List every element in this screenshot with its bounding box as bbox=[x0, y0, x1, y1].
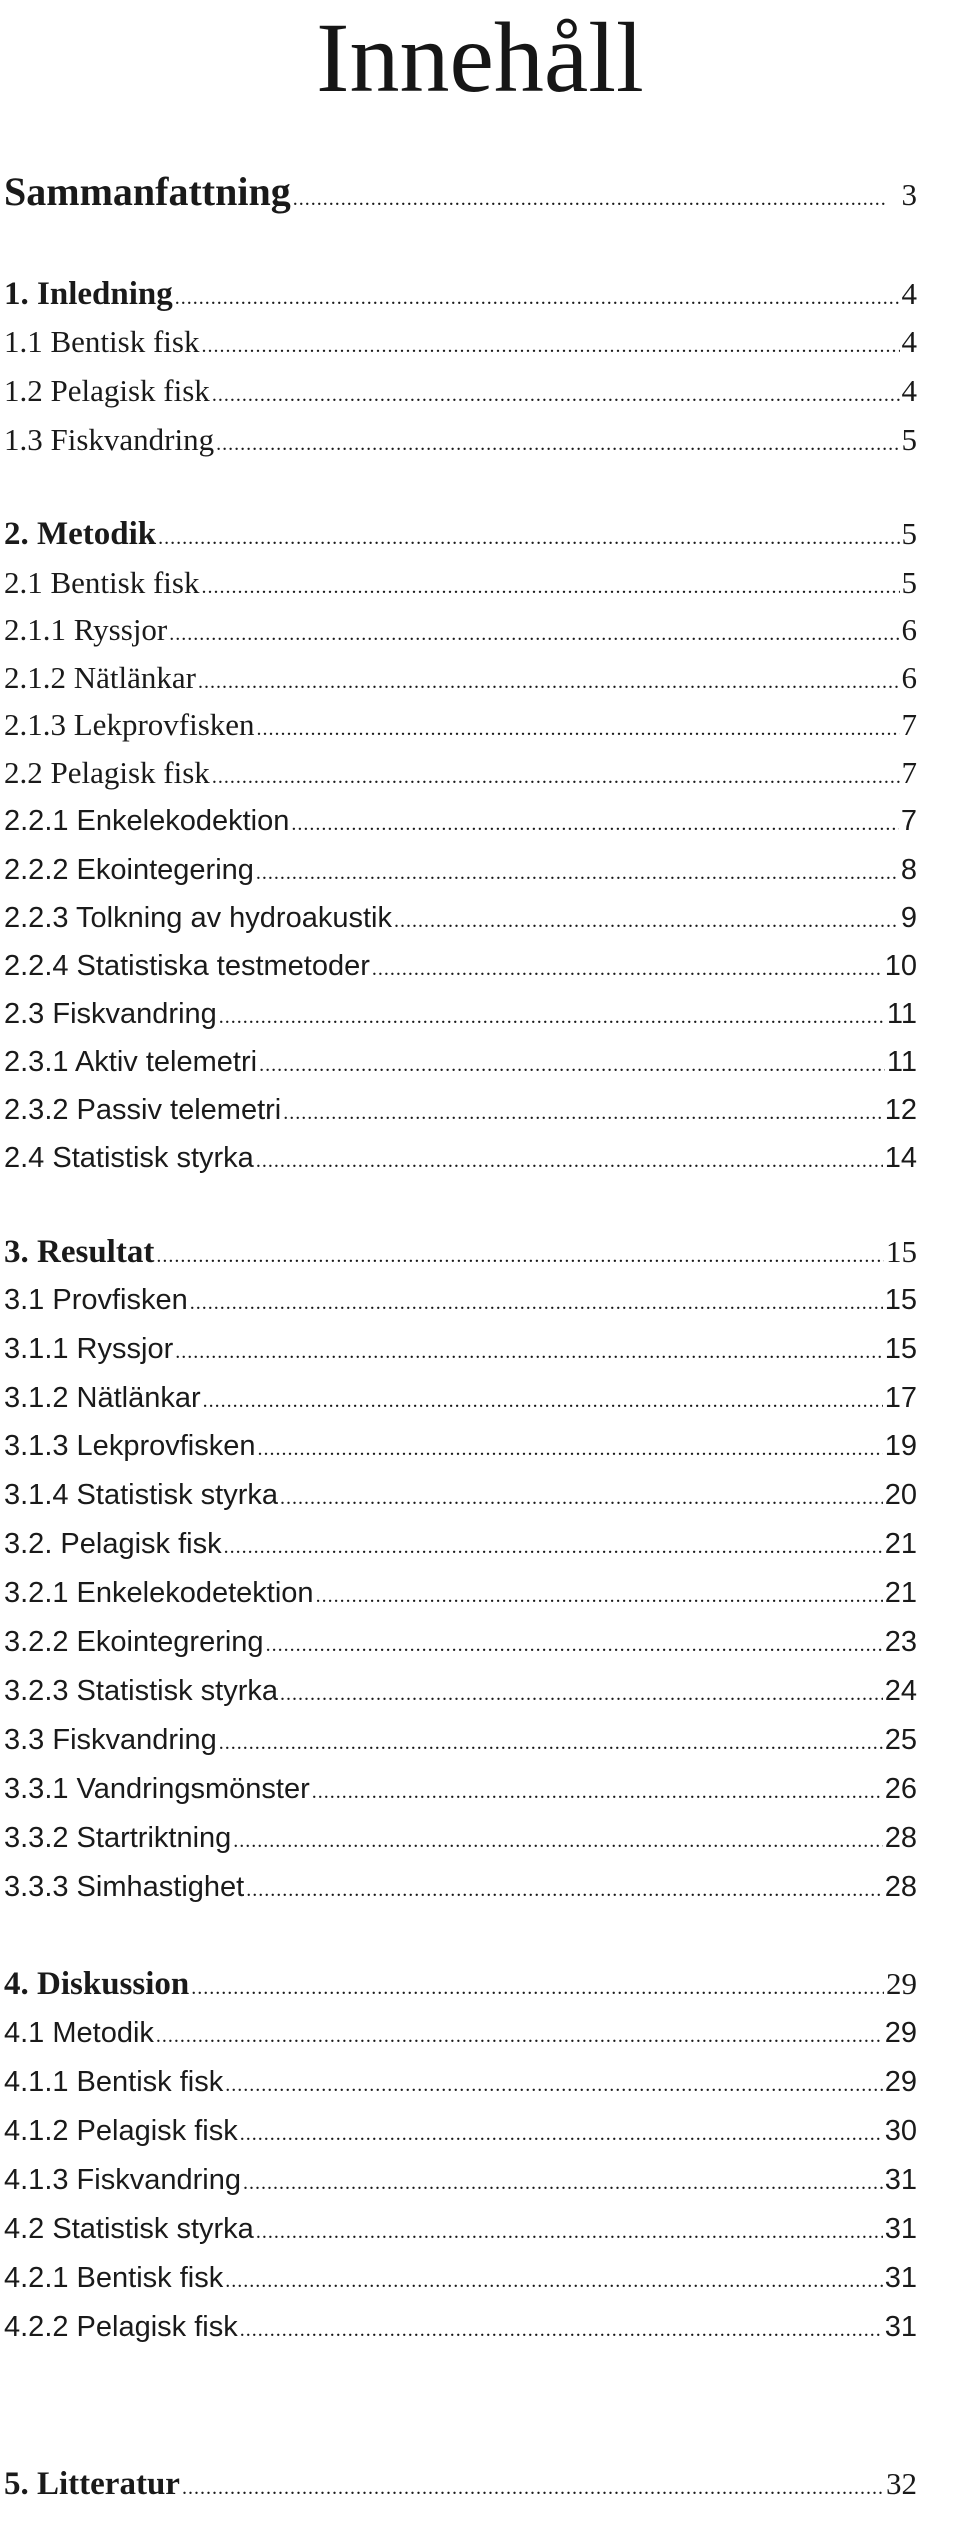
dot-leader bbox=[280, 1476, 883, 1520]
toc-entry-page: 24 bbox=[884, 1675, 917, 1707]
dot-leader bbox=[256, 851, 899, 895]
page-title: Innehåll bbox=[316, 2, 644, 113]
toc-entry-page: 14 bbox=[884, 1142, 917, 1174]
toc-entry[interactable] bbox=[4, 2109, 917, 2153]
dot-leader bbox=[316, 1574, 883, 1618]
toc-entry[interactable] bbox=[4, 1816, 917, 1860]
toc-entry-page: 15 bbox=[884, 1284, 917, 1316]
dot-leader bbox=[198, 660, 900, 704]
dot-leader bbox=[394, 899, 899, 943]
dot-leader bbox=[372, 947, 883, 991]
toc-entry-page: 32 bbox=[886, 2466, 917, 2501]
toc-entry[interactable] bbox=[4, 944, 917, 988]
toc-entry-page: 28 bbox=[884, 1822, 917, 1854]
toc-entry-metodik[interactable] bbox=[4, 512, 917, 556]
toc-entry-page: 21 bbox=[884, 1577, 917, 1609]
toc-entry-page: 17 bbox=[884, 1382, 917, 1414]
toc-entry[interactable] bbox=[4, 656, 917, 700]
dot-leader bbox=[293, 177, 888, 221]
dot-leader bbox=[283, 1091, 883, 1135]
toc-entry-sammanfattning[interactable] bbox=[4, 170, 917, 214]
dot-leader bbox=[224, 1525, 883, 1569]
toc-entry-page: 31 bbox=[884, 2311, 917, 2343]
dot-leader bbox=[175, 276, 900, 320]
toc-entry[interactable] bbox=[4, 1718, 917, 1762]
toc-entry-page: 30 bbox=[884, 2115, 917, 2147]
dot-leader bbox=[256, 2210, 883, 2254]
toc-entry-label: 3.3.3 Simhastighet bbox=[4, 1871, 245, 1903]
toc-entry[interactable] bbox=[4, 1865, 917, 1909]
toc-entry-label: 3.3.1 Vandringsmönster bbox=[4, 1773, 310, 1805]
toc-entry-page: 7 bbox=[900, 805, 917, 837]
toc-entry-label: 2.3 Fiskvandring bbox=[4, 998, 217, 1030]
toc-entry-label: 4.1.1 Bentisk fisk bbox=[4, 2066, 224, 2098]
toc-entry-label: 2.1.1 Ryssjor bbox=[4, 612, 168, 647]
toc-entry-page: 8 bbox=[900, 854, 917, 886]
dot-leader bbox=[225, 2259, 883, 2303]
toc-entry-label: 3.1.1 Ryssjor bbox=[4, 1333, 174, 1365]
toc-entry-label: 2.3.1 Aktiv telemetri bbox=[4, 1046, 258, 1078]
dot-leader bbox=[156, 1234, 884, 1278]
toc-entry-page: 29 bbox=[886, 1966, 917, 2001]
toc-entry[interactable] bbox=[4, 1571, 917, 1615]
toc-entry-page: 6 bbox=[901, 660, 917, 695]
toc-entry-label: 1.2 Pelagisk fisk bbox=[4, 373, 210, 408]
toc-entry-label: 2.1 Bentisk fisk bbox=[4, 565, 200, 600]
toc-entry[interactable] bbox=[4, 2256, 917, 2300]
toc-entry-page: 5 bbox=[901, 516, 917, 551]
toc-entry-label: 4.1.2 Pelagisk fisk bbox=[4, 2115, 238, 2147]
toc-entry-page: 31 bbox=[884, 2262, 917, 2294]
toc-entry-page: 5 bbox=[901, 565, 917, 600]
dot-leader bbox=[219, 995, 885, 1039]
toc-entry[interactable] bbox=[4, 1278, 917, 1322]
toc-entry[interactable] bbox=[4, 561, 917, 605]
dot-leader bbox=[212, 755, 900, 799]
toc-entry-label: 2.3.2 Passiv telemetri bbox=[4, 1094, 282, 1126]
toc-entry-label: 2. Metodik bbox=[4, 516, 157, 552]
toc-entry-page: 15 bbox=[884, 1333, 917, 1365]
toc-entry-page: 3 bbox=[901, 177, 917, 212]
toc-entry-label: 2.2 Pelagisk fisk bbox=[4, 755, 210, 790]
toc-entry-label: 1. Inledning bbox=[4, 276, 173, 312]
toc-entry-page: 7 bbox=[901, 755, 917, 790]
toc-entry[interactable] bbox=[4, 751, 917, 795]
toc-entry-diskussion[interactable] bbox=[4, 1962, 917, 2006]
dot-leader bbox=[156, 2014, 883, 2058]
toc-entry-litteratur[interactable] bbox=[4, 2462, 917, 2506]
toc-entry[interactable] bbox=[4, 1040, 917, 1084]
toc-entry-page: 31 bbox=[884, 2164, 917, 2196]
toc-entry-page: 26 bbox=[884, 1773, 917, 1805]
dot-leader bbox=[203, 1379, 883, 1423]
toc-entry-label: 4.2.1 Bentisk fisk bbox=[4, 2262, 224, 2294]
toc-entry[interactable] bbox=[4, 1424, 917, 1468]
toc-entry-page: 6 bbox=[901, 612, 917, 647]
toc-entry-label: Sammanfattning bbox=[4, 169, 291, 214]
toc-entry-page: 10 bbox=[884, 950, 917, 982]
toc-entry[interactable] bbox=[4, 2158, 917, 2202]
toc-entry[interactable] bbox=[4, 1473, 917, 1517]
toc-entry-page: 11 bbox=[886, 998, 917, 1030]
toc-entry[interactable] bbox=[4, 369, 917, 413]
toc-entry-page: 20 bbox=[884, 1479, 917, 1511]
dot-leader bbox=[169, 612, 899, 656]
dot-leader bbox=[233, 1819, 882, 1863]
toc-entry-label: 2.2.3 Tolkning av hydroakustik bbox=[4, 902, 392, 934]
toc-entry-page: 4 bbox=[901, 276, 917, 311]
toc-entry-label: 4.2 Statistisk styrka bbox=[4, 2213, 254, 2245]
dot-leader bbox=[201, 565, 899, 609]
toc-entry[interactable] bbox=[4, 608, 917, 652]
toc-entry-label: 1.1 Bentisk fisk bbox=[4, 324, 200, 359]
toc-entry-label: 4.1 Metodik bbox=[4, 2017, 154, 2049]
toc-entry-label: 2.4 Statistisk styrka bbox=[4, 1142, 254, 1174]
toc-entry-page: 31 bbox=[884, 2213, 917, 2245]
dot-leader bbox=[216, 422, 899, 466]
toc-entry-label: 5. Litteratur bbox=[4, 2466, 180, 2502]
toc-entry[interactable] bbox=[4, 2011, 917, 2055]
toc-entry-inledning[interactable] bbox=[4, 272, 917, 316]
toc-entry-label: 2.2.4 Statistiska testmetoder bbox=[4, 950, 370, 982]
toc-entry-page: 21 bbox=[884, 1528, 917, 1560]
toc-entry[interactable] bbox=[4, 848, 917, 892]
toc-entry-label: 3.3.2 Startriktning bbox=[4, 1822, 232, 1854]
toc-entry[interactable] bbox=[4, 2305, 917, 2349]
toc-entry[interactable] bbox=[4, 418, 917, 462]
toc-entry[interactable] bbox=[4, 1327, 917, 1371]
toc-entry-label: 2.1.3 Lekprovfisken bbox=[4, 707, 255, 742]
toc-entry[interactable] bbox=[4, 320, 917, 364]
dot-leader bbox=[225, 2063, 883, 2107]
toc-entry-label: 2.2.2 Ekointegering bbox=[4, 854, 254, 886]
dot-leader bbox=[212, 373, 900, 417]
toc-entry-label: 1.3 Fiskvandring bbox=[4, 422, 215, 457]
dot-leader bbox=[240, 2308, 883, 2352]
toc-entry[interactable] bbox=[4, 1620, 917, 1664]
toc-entry-label: 3.1 Provfisken bbox=[4, 1284, 188, 1316]
dot-leader bbox=[257, 707, 900, 751]
toc-entry-page: 25 bbox=[884, 1724, 917, 1756]
toc-entry-page: 5 bbox=[901, 422, 917, 457]
toc-entry-page: 29 bbox=[884, 2017, 917, 2049]
toc-entry-label: 3.3 Fiskvandring bbox=[4, 1724, 217, 1756]
dot-leader bbox=[312, 1770, 883, 1814]
toc-entry-label: 3.1.2 Nätlänkar bbox=[4, 1382, 201, 1414]
toc-entry[interactable] bbox=[4, 1136, 917, 1180]
dot-leader bbox=[259, 1043, 885, 1087]
dot-leader bbox=[182, 2466, 884, 2510]
toc-entry[interactable] bbox=[4, 1767, 917, 1811]
toc-entry[interactable] bbox=[4, 799, 917, 843]
toc-entry-page: 4 bbox=[901, 324, 917, 359]
toc-entry-label: 3.1.4 Statistisk styrka bbox=[4, 1479, 278, 1511]
toc-entry-page: 15 bbox=[886, 1234, 917, 1269]
toc-entry-page: 12 bbox=[884, 1094, 917, 1126]
dot-leader bbox=[240, 2112, 883, 2156]
toc-entry[interactable] bbox=[4, 2060, 917, 2104]
toc-entry-page: 19 bbox=[884, 1430, 917, 1462]
dot-leader bbox=[291, 802, 898, 846]
toc-entry-page: 28 bbox=[884, 1871, 917, 1903]
toc-entry-label: 3.2.3 Statistisk styrka bbox=[4, 1675, 278, 1707]
toc-entry[interactable] bbox=[4, 1088, 917, 1132]
dot-leader bbox=[219, 1721, 883, 1765]
toc-entry[interactable] bbox=[4, 2207, 917, 2251]
toc-entry[interactable] bbox=[4, 703, 917, 747]
dot-leader bbox=[201, 324, 899, 368]
toc-entry-page: 4 bbox=[901, 373, 917, 408]
toc-entry[interactable] bbox=[4, 992, 917, 1036]
toc-entry[interactable] bbox=[4, 1376, 917, 1420]
toc-entry-label: 2.1.2 Nätlänkar bbox=[4, 660, 196, 695]
toc-entry-label: 3. Resultat bbox=[4, 1234, 155, 1270]
toc-entry-label: 3.2.1 Enkelekodetektion bbox=[4, 1577, 314, 1609]
toc-entry-label: 3.2. Pelagisk fisk bbox=[4, 1528, 222, 1560]
dot-leader bbox=[190, 1281, 883, 1325]
dot-leader bbox=[158, 516, 899, 560]
toc-entry-label: 4.1.3 Fiskvandring bbox=[4, 2164, 241, 2196]
toc-entry-label: 3.1.3 Lekprovfisken bbox=[4, 1430, 256, 1462]
toc-entry-label: 2.2.1 Enkelekodektion bbox=[4, 805, 290, 837]
dot-leader bbox=[266, 1623, 883, 1667]
dot-leader bbox=[256, 1139, 883, 1183]
toc-entry-page: 23 bbox=[884, 1626, 917, 1658]
dot-leader bbox=[175, 1330, 883, 1374]
toc-entry-label: 3.2.2 Ekointegrering bbox=[4, 1626, 264, 1658]
toc-entry-label: 4.2.2 Pelagisk fisk bbox=[4, 2311, 238, 2343]
toc-entry-page: 11 bbox=[886, 1046, 917, 1078]
dot-leader bbox=[280, 1672, 883, 1716]
toc-entry-page: 9 bbox=[900, 902, 917, 934]
toc-entry[interactable] bbox=[4, 896, 917, 940]
toc-entry-resultat[interactable] bbox=[4, 1230, 917, 1274]
dot-leader bbox=[191, 1966, 884, 2010]
toc-entry[interactable] bbox=[4, 1669, 917, 1713]
toc-entry-page: 7 bbox=[901, 707, 917, 742]
dot-leader bbox=[246, 1868, 883, 1912]
toc-entry-label: 4. Diskussion bbox=[4, 1966, 190, 2002]
toc-entry-page: 29 bbox=[884, 2066, 917, 2098]
toc-entry[interactable] bbox=[4, 1522, 917, 1566]
dot-leader bbox=[243, 2161, 883, 2205]
dot-leader bbox=[257, 1427, 882, 1471]
